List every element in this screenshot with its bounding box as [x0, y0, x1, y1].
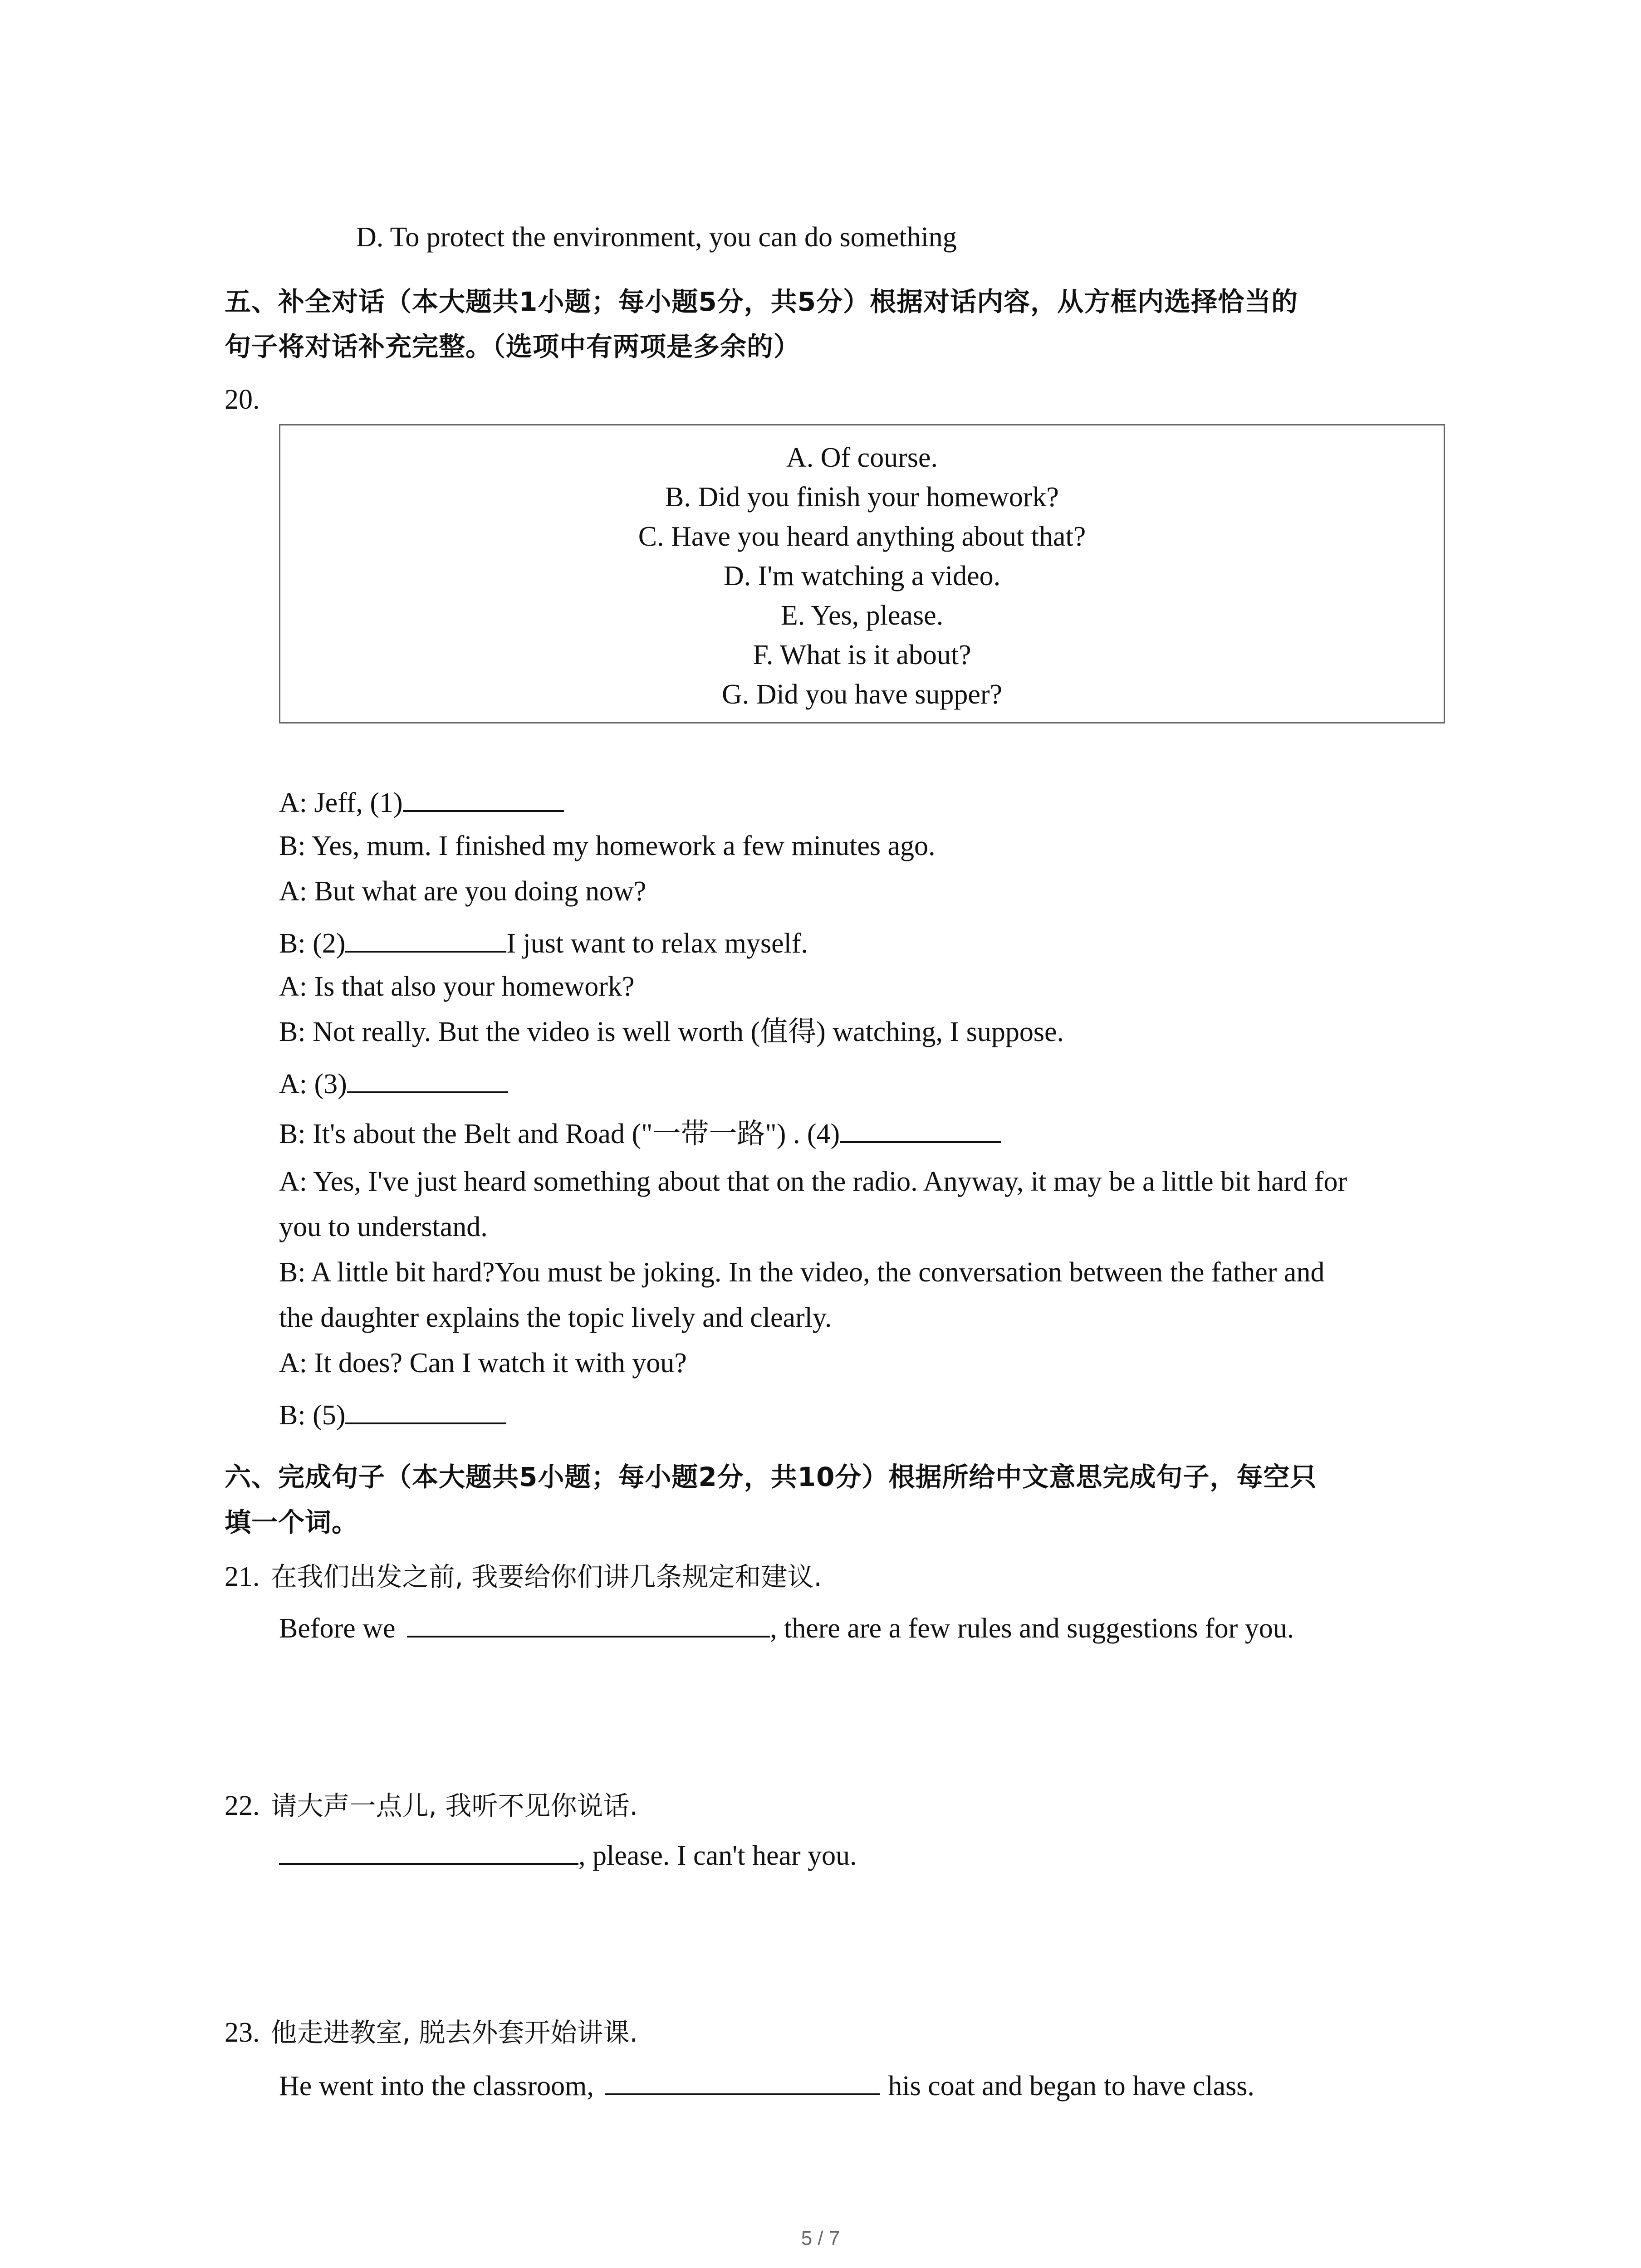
chinese-prompt: 请大声一点儿, 我听不见你说话. — [270, 1790, 638, 1821]
dialogue-line-11: B: A little bit hard?You must be joking. In the video, the conversation between the father and — [279, 1257, 1325, 1288]
option-a: A. Of course. — [786, 442, 938, 473]
dialogue-line-5: A: Is that also your homework? — [279, 971, 635, 1002]
dialogue-line-6: B: Not really. But the video is well worth (值得) watching, I suppose. — [279, 1017, 1064, 1047]
question-21-prompt — [225, 1563, 822, 1591]
page-number: 5 / 7 — [801, 2227, 840, 2249]
dialogue-line-4 — [279, 927, 808, 958]
dialogue-line-3: A: But what are you doing now? — [279, 876, 647, 907]
dialogue-line-14 — [279, 1399, 506, 1429]
sentence-end: , there are a few rules and suggestions for you. — [769, 1613, 1294, 1644]
answer-blank-5[interactable] — [345, 1399, 506, 1424]
dialogue-line-8 — [279, 1118, 1001, 1148]
question-23-sentence — [279, 2070, 1254, 2100]
section-5-heading-line1: 五、补全对话（本大题共1小题；每小题5分，共5分）根据对话内容，从方框内选择恰当的 — [225, 286, 1298, 317]
question-23-prompt — [225, 2019, 638, 2047]
dialogue-line-1 — [279, 787, 564, 817]
previous-question-option-d: D. To protect the environment, you can do something — [356, 222, 957, 253]
dialogue-line-2: B: Yes, mum. I finished my homework a few minutes ago. — [279, 831, 936, 861]
question-number: 22. — [225, 1790, 260, 1821]
dialogue-text-tail: I just want to relax myself. — [506, 928, 808, 959]
question-22-sentence — [279, 1839, 857, 1870]
section-6-heading-line1: 六、完成句子（本大题共5小题；每小题2分，共10分）根据所给中文意思完成句子，每空只 — [225, 1461, 1317, 1492]
section-5-heading-line2: 句子将对话补充完整。（选项中有两项是多余的） — [225, 331, 801, 362]
dialogue-line-13: A: It does? Can I watch it with you? — [279, 1348, 687, 1378]
question-20-number: 20. — [225, 384, 260, 415]
dialogue-line-7 — [279, 1068, 508, 1098]
dialogue-text: A: Jeff, (1) — [279, 787, 403, 818]
option-f: F. What is it about? — [753, 640, 971, 670]
dialogue-text: B: It's about the Belt and Road ("一带一路") . (4) — [279, 1119, 840, 1149]
sentence-start: Before we — [279, 1613, 396, 1644]
question-22-prompt — [225, 1792, 638, 1820]
sentence-start: He went into the classroom, — [279, 2071, 594, 2102]
answer-blank-3[interactable] — [347, 1068, 508, 1093]
dialogue-text: B: (2) — [279, 928, 346, 959]
dialogue-line-9: A: Yes, I've just heard something about that on the radio. Anyway, it may be a little bit hard for — [279, 1166, 1347, 1197]
question-number: 23. — [225, 2017, 260, 2048]
section-6-heading-line2: 填一个词。 — [225, 1507, 359, 1538]
answer-blank-1[interactable] — [403, 787, 564, 812]
dialogue-line-12: the daughter explains the topic lively and clearly. — [279, 1302, 832, 1333]
sentence-end: his coat and began to have class. — [888, 2071, 1254, 2102]
dialogue-line-10: you to understand. — [279, 1212, 488, 1242]
chinese-prompt: 他走进教室, 脱去外套开始讲课. — [270, 2017, 638, 2048]
dialogue-text: B: (5) — [279, 1400, 346, 1431]
answer-blank-22[interactable] — [279, 1839, 578, 1865]
chinese-prompt: 在我们出发之前, 我要给你们讲几条规定和建议. — [270, 1561, 822, 1592]
option-b: B. Did you finish your homework? — [665, 482, 1059, 513]
option-d: D. I'm watching a video. — [723, 561, 1001, 591]
dialogue-text: A: (3) — [279, 1069, 347, 1100]
answer-blank-21[interactable] — [407, 1612, 770, 1637]
option-c: C. Have you heard anything about that? — [638, 521, 1086, 552]
question-number: 21. — [225, 1561, 260, 1592]
answer-blank-2[interactable] — [345, 927, 506, 953]
option-g: G. Did you have supper? — [721, 679, 1003, 710]
question-21-sentence — [279, 1612, 1294, 1642]
sentence-end: , please. I can't hear you. — [578, 1840, 857, 1871]
answer-blank-4[interactable] — [840, 1118, 1001, 1143]
option-e: E. Yes, please. — [780, 600, 944, 631]
options-box — [279, 424, 1445, 723]
answer-blank-23[interactable] — [605, 2070, 880, 2095]
